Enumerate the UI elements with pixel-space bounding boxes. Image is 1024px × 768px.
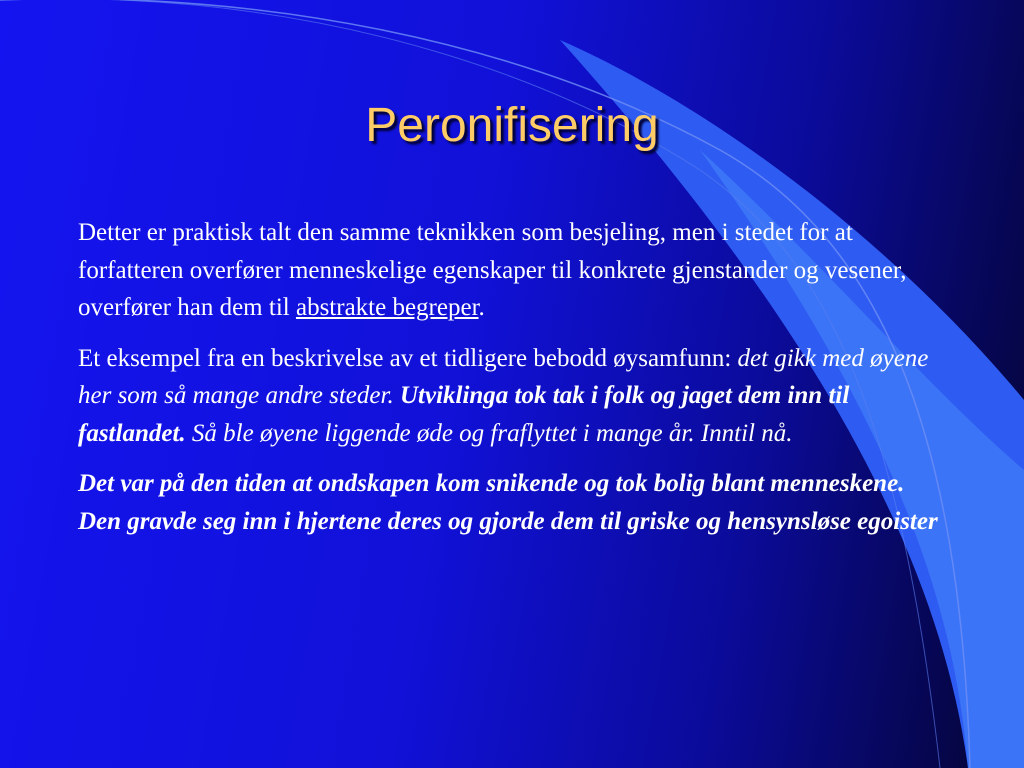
slide-body bbox=[78, 214, 948, 553]
example-italic-1: det gikk med øyene her som så mange andre steder. bbox=[78, 344, 929, 409]
paragraph1-text: Detter er praktisk talt den samme teknikken som besjeling, men i stedet for at forfatteren overfører menneskelige egenskaper til konkrete gjenstander og vesener, overfører han dem til bbox=[78, 219, 907, 321]
paragraph1-end: . bbox=[478, 294, 485, 321]
slide-title: Peronifisering bbox=[365, 99, 659, 152]
example-bold-italic: Utviklinga tok tak i folk og jaget dem inn til fastlandet. bbox=[78, 382, 850, 447]
example-intro: Et eksempel fra en beskrivelse av et tidligere bebodd øysamfunn: bbox=[78, 344, 738, 372]
abstrakte-begreper-link[interactable]: abstrakte begreper bbox=[295, 294, 479, 321]
paragraph-definition bbox=[78, 214, 948, 327]
paragraph-example bbox=[78, 340, 948, 453]
paragraph-quote bbox=[78, 465, 948, 540]
quote-bold-italic: Det var på den tiden at ondskapen kom snikende og tok bolig blant menneskene. Den gravde seg inn i hjertene deres og gjorde dem til griske og hensynsløse egoister bbox=[78, 470, 938, 535]
example-italic-2: Så ble øyene liggende øde og fraflyttet i mange år. Inntil nå. bbox=[185, 419, 793, 447]
